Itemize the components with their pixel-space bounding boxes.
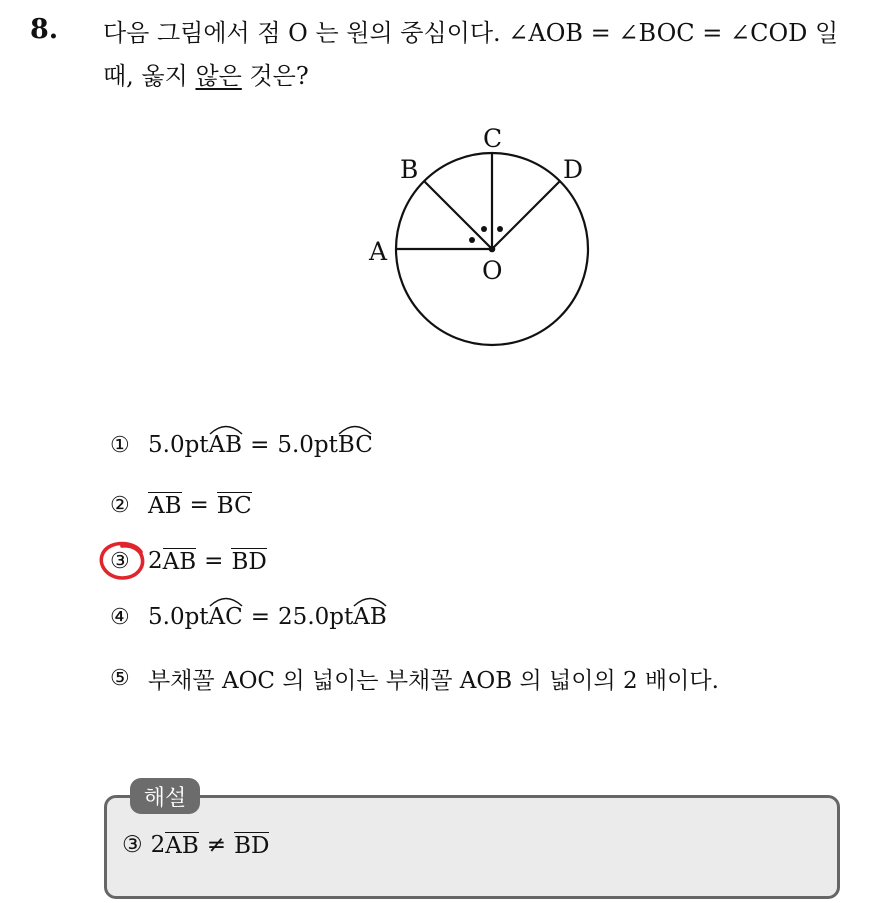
choice-3-mark: ③: [110, 548, 130, 574]
segment-ab: AB: [148, 492, 182, 519]
choice-2-mark: ②: [110, 492, 130, 518]
choice-5-mark: ⑤: [110, 665, 130, 691]
segment-bc: BC: [216, 492, 252, 519]
choice-5-text: 부채꼴 AOC 의 넓이는 부채꼴 AOB 의 넓이의 2 배이다.: [148, 667, 719, 694]
radius-ob: [424, 181, 492, 249]
choice-4-mark: ④: [110, 604, 130, 630]
solution-text: ③ 2 AB ≠ BD: [122, 832, 270, 859]
choice-1[interactable]: ① 5.0pt AB = 5.0pt BC: [110, 428, 373, 462]
question-text: [103, 12, 873, 98]
solution-mark: ③: [122, 832, 143, 859]
segment-bd: BD: [231, 548, 267, 575]
choice-4[interactable]: ④ 5.0pt AC = 25.0pt AB: [110, 600, 387, 634]
angle-mark-cod: [497, 226, 503, 232]
label-o: O: [482, 256, 503, 285]
arc-ab: AB: [353, 604, 387, 630]
label-d: D: [563, 155, 584, 184]
arc-ab: AB: [209, 432, 243, 458]
segment-ab: AB: [165, 833, 199, 859]
label-b: B: [400, 155, 419, 184]
arc-ac: AC: [209, 604, 243, 630]
label-a: A: [369, 237, 388, 266]
question-line-2: 때, 옳지 않은 것은?: [103, 62, 309, 90]
segment-ab: AB: [162, 548, 197, 575]
radius-od: [492, 181, 560, 249]
choice-1-mark: ①: [110, 432, 130, 458]
segment-bd: BD: [234, 833, 270, 859]
label-c: C: [483, 124, 503, 153]
choice-3[interactable]: ③ 2 AB = BD: [110, 548, 267, 575]
center-point: [489, 246, 496, 253]
choice-2[interactable]: ② AB = BC: [110, 492, 252, 519]
underlined-word: 않은: [195, 62, 242, 90]
choice-5[interactable]: [110, 661, 719, 695]
circle-diagram: [355, 118, 615, 358]
arc-bc: BC: [338, 432, 373, 458]
solution-tab: 해설: [130, 778, 200, 814]
question-line-1: 다음 그림에서 점 O 는 원의 중심이다. ∠AOB = ∠BOC = ∠COD 일: [103, 19, 839, 47]
question-number: 8.: [30, 14, 59, 45]
angle-mark-boc: [481, 226, 487, 232]
angle-mark-aob: [469, 237, 475, 243]
